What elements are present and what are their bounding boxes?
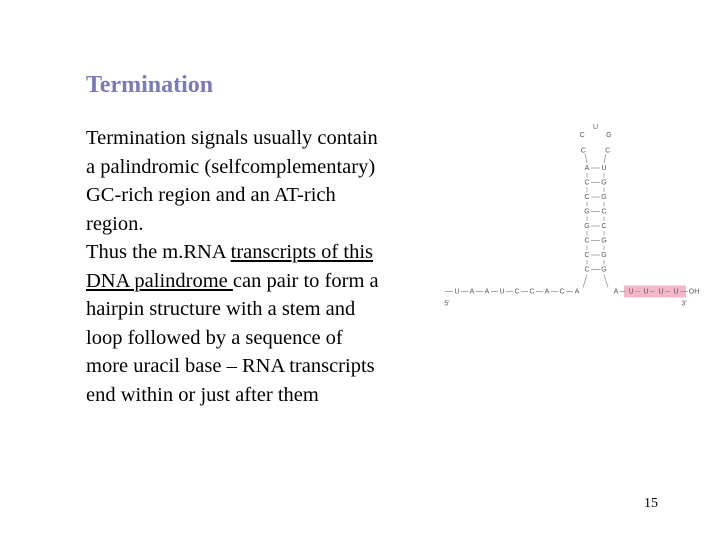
page-number: 15 xyxy=(644,496,658,511)
body-line: hairpin structure with a stem and xyxy=(86,298,356,320)
stem-base-left: G xyxy=(584,222,590,230)
stem-base-right: G xyxy=(601,193,607,201)
stem-base-right: C xyxy=(601,208,607,216)
body-line: Termination signals usually contain xyxy=(86,127,378,149)
body-line xyxy=(86,238,436,267)
body-line: more uracil base – RNA transcripts xyxy=(86,355,375,377)
tail-base-3prime: U xyxy=(643,288,649,296)
tail-base-5prime: U xyxy=(499,288,505,296)
stem-base-right: G xyxy=(601,179,607,187)
tail-base-3prime: U xyxy=(673,288,679,296)
slide-title: Termination xyxy=(86,72,214,98)
five-prime-label: 5' xyxy=(444,300,450,308)
body-line: GC-rich region and an AT-rich xyxy=(86,184,336,206)
tail-base-5prime: U xyxy=(454,288,460,296)
tail-base-3prime: U xyxy=(628,288,634,296)
body-line xyxy=(86,267,436,296)
backbone-line xyxy=(583,275,587,288)
tail-base-5prime: C xyxy=(559,288,565,296)
tail-base-3prime: U xyxy=(658,288,664,296)
underlined-phrase: DNA palindrome xyxy=(86,269,233,292)
body-line: region. xyxy=(86,212,144,235)
tail-base-5prime: C xyxy=(529,288,535,296)
backbone-line xyxy=(585,154,587,163)
body-line: a palindromic (selfcomplementary) xyxy=(86,155,376,178)
tail-base-5prime: A xyxy=(574,288,580,296)
body-text-plain: can pair to form a xyxy=(232,269,379,292)
stem-base-left: C xyxy=(584,251,590,259)
loop-base: C xyxy=(579,132,585,140)
stem-base-right: G xyxy=(601,266,607,274)
three-prime-label: 3' xyxy=(681,300,687,308)
backbone-line xyxy=(604,275,608,288)
stem-base-left: C xyxy=(584,193,590,201)
tail-base-5prime: A xyxy=(544,288,550,296)
loop-base: C xyxy=(580,147,586,155)
stem-base-left: C xyxy=(584,179,590,187)
underlined-phrase: transcripts of this xyxy=(230,241,373,263)
tail-base-3prime: A xyxy=(613,288,619,296)
stem-base-left: C xyxy=(584,237,590,245)
backbone-line xyxy=(604,154,606,163)
loop-base: C xyxy=(605,147,611,155)
loop-base: U xyxy=(592,123,599,131)
stem-base-right: U xyxy=(601,164,607,172)
body-text-plain: Thus the m.RNA xyxy=(86,241,231,263)
stem-base-left: A xyxy=(584,164,590,172)
body-line: loop followed by a sequence of xyxy=(86,326,343,349)
body-line: end within or just after them xyxy=(86,383,319,406)
tail-base-3prime: OH xyxy=(688,288,700,296)
stem-base-right: G xyxy=(601,251,607,259)
stem-base-left: G xyxy=(584,208,590,216)
tail-base-5prime: A xyxy=(484,288,490,296)
stem-base-right: C xyxy=(601,222,607,230)
stem-base-left: C xyxy=(584,266,590,274)
stem-base-right: G xyxy=(601,237,607,245)
loop-base: G xyxy=(606,132,612,140)
hairpin-diagram xyxy=(440,120,700,308)
body-text xyxy=(86,124,436,409)
tail-base-5prime: A xyxy=(469,288,475,296)
tail-base-5prime: C xyxy=(514,288,520,296)
